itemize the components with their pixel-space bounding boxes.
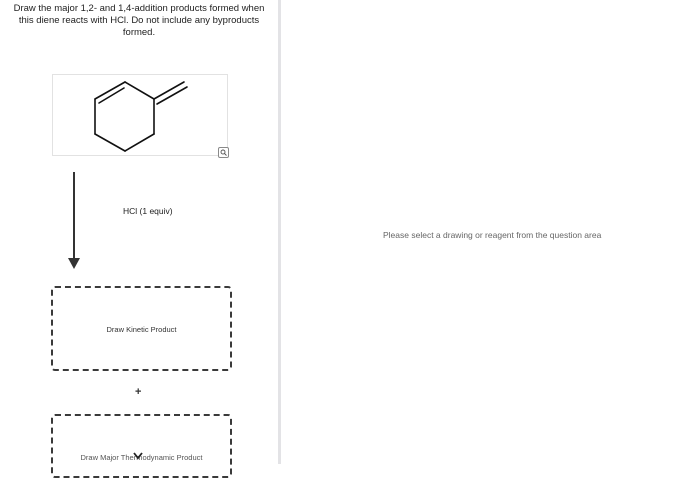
diene-structure-drawing bbox=[53, 75, 227, 155]
kinetic-product-label: Draw Kinetic Product bbox=[106, 325, 177, 334]
chevron-down-icon bbox=[133, 452, 143, 460]
plus-sign: + bbox=[135, 386, 142, 398]
thermodynamic-product-label: Draw Major Thermodynamic Product bbox=[80, 453, 203, 462]
question-text: Draw the major 1,2- and 1,4-addition products formed when this diene reacts with HCl. Do not include any byproducts formed. bbox=[13, 3, 265, 38]
drawing-panel bbox=[281, 0, 700, 464]
magnify-icon bbox=[219, 148, 228, 157]
reaction-arrow-icon bbox=[67, 172, 81, 272]
empty-state-hint: Please select a drawing or reagent from the question area bbox=[383, 230, 602, 240]
zoom-button[interactable] bbox=[218, 147, 229, 158]
question-area bbox=[0, 0, 278, 464]
reactant-structure[interactable] bbox=[52, 74, 228, 156]
thermodynamic-product-dropzone[interactable] bbox=[51, 414, 232, 478]
kinetic-product-dropzone[interactable] bbox=[51, 286, 232, 371]
reagent-label[interactable]: HCl (1 equiv) bbox=[123, 206, 173, 216]
